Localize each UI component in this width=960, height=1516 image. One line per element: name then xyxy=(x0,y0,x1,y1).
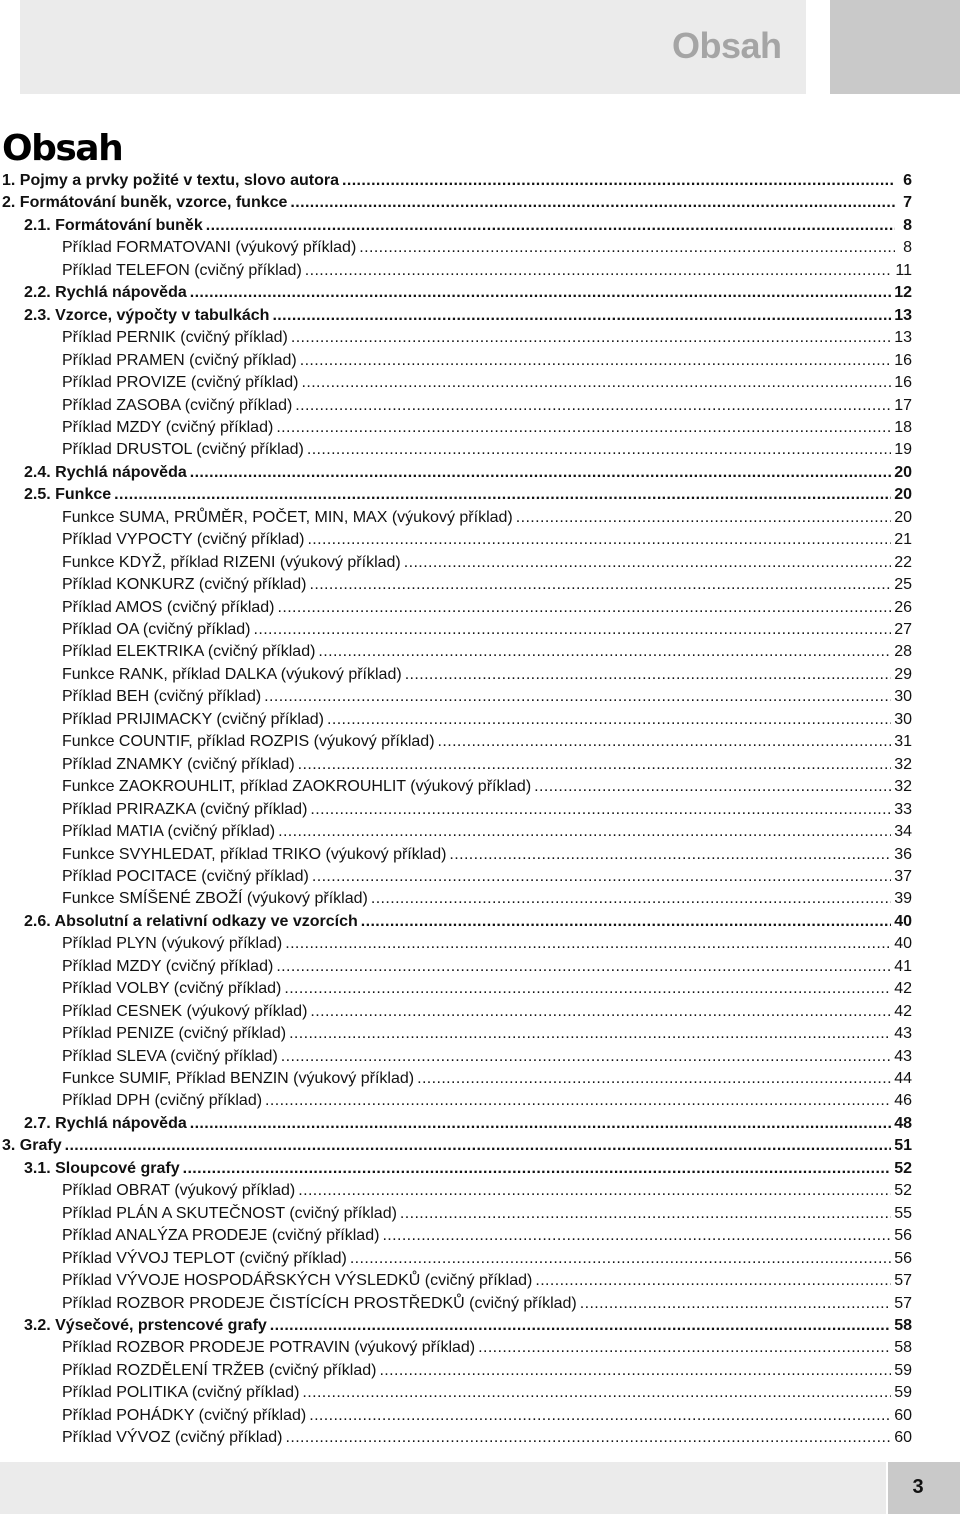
toc-entry[interactable] xyxy=(62,1360,912,1382)
toc-dot-leader xyxy=(114,484,891,506)
toc-entry-page: 6 xyxy=(903,172,912,189)
toc-dot-leader xyxy=(405,664,892,686)
toc-entry-page: 57 xyxy=(894,1294,912,1312)
toc-dot-leader xyxy=(478,1337,891,1359)
toc-dot-leader xyxy=(278,597,892,619)
footer-bar xyxy=(0,1462,886,1514)
toc-entry-page: 60 xyxy=(894,1406,912,1424)
toc-dot-leader xyxy=(307,439,891,461)
toc-entry[interactable] xyxy=(62,641,912,663)
toc-entry[interactable] xyxy=(62,237,912,259)
toc-entry-label: Funkce ZAOKROUHLIT, příklad ZAOKROUHLIT (výukový příklad) xyxy=(62,778,532,796)
toc-entry[interactable] xyxy=(62,260,912,282)
toc-entry-page: 43 xyxy=(894,1025,912,1043)
toc-dot-leader xyxy=(295,395,891,417)
toc-entry[interactable] xyxy=(62,664,912,686)
toc-entry[interactable] xyxy=(24,215,912,237)
toc-dot-leader xyxy=(289,1023,891,1045)
toc-entry[interactable] xyxy=(62,327,912,349)
toc-entry-label: Příklad TELEFON (cvičný příklad) xyxy=(62,261,302,279)
toc-dot-leader xyxy=(305,260,893,282)
toc-entry-page: 18 xyxy=(894,418,912,436)
toc-entry[interactable] xyxy=(62,1382,912,1404)
toc-entry-label: Příklad PENIZE (cvičný příklad) xyxy=(62,1025,287,1043)
toc-dot-leader xyxy=(438,731,892,753)
toc-dot-leader xyxy=(65,1135,892,1157)
toc-entry-page: 29 xyxy=(894,665,912,683)
toc-entry-page: 46 xyxy=(894,1092,912,1110)
toc-entry-page: 56 xyxy=(894,1249,912,1267)
toc-entry-page: 41 xyxy=(894,957,912,975)
toc-entry-label: 2.4. Rychlá nápověda xyxy=(24,463,187,481)
toc-entry[interactable] xyxy=(2,170,912,192)
toc-dot-leader xyxy=(190,462,891,484)
toc-entry[interactable] xyxy=(24,462,912,484)
toc-entry-label: Příklad MZDY (cvičný příklad) xyxy=(62,957,274,975)
toc-entry-label: Příklad MATIA (cvičný příklad) xyxy=(62,823,276,841)
toc-entry[interactable] xyxy=(24,1315,912,1337)
toc-entry[interactable] xyxy=(62,574,912,596)
toc-entry-page: 26 xyxy=(894,598,912,616)
toc-entry[interactable] xyxy=(2,192,912,214)
toc-entry-page: 20 xyxy=(894,486,912,504)
toc-dot-leader xyxy=(190,1113,891,1135)
toc-entry[interactable] xyxy=(62,552,912,574)
toc-entry-page: 30 xyxy=(894,710,912,728)
toc-entry-label: Příklad OA (cvičný příklad) xyxy=(62,621,251,638)
toc-entry-page: 43 xyxy=(894,1047,912,1065)
toc-entry-page: 13 xyxy=(894,306,912,324)
toc-entry[interactable] xyxy=(62,686,912,708)
toc-entry-label: Příklad SLEVA (cvičný příklad) xyxy=(62,1047,278,1065)
toc-entry[interactable] xyxy=(62,395,912,417)
toc-entry[interactable] xyxy=(24,484,912,506)
toc-entry[interactable] xyxy=(62,956,912,978)
toc-dot-leader xyxy=(298,1180,891,1202)
toc-entry[interactable] xyxy=(24,1158,912,1180)
toc-entry-label: Příklad PERNIK (cvičný příklad) xyxy=(62,329,288,347)
toc-entry-label: 2.2. Rychlá nápověda xyxy=(24,284,187,302)
toc-entry-page: 57 xyxy=(894,1272,912,1290)
toc-entry-label: Funkce KDYŽ, příklad RIZENI (výukový příklad) xyxy=(62,553,401,571)
toc-entry-page: 32 xyxy=(894,755,912,773)
toc-entry-label: Příklad FORMATOVANI (výukový příklad) xyxy=(62,239,357,257)
toc-dot-leader xyxy=(298,754,892,776)
toc-entry-label: 2.6. Absolutní a relativní odkazy ve vzorcích xyxy=(24,912,358,930)
toc-entry[interactable] xyxy=(62,417,912,439)
toc-entry[interactable] xyxy=(62,799,912,821)
toc-entry-page: 36 xyxy=(894,845,912,863)
toc-entry-label: 2.5. Funkce xyxy=(24,486,112,504)
toc-entry-label: Příklad MZDY (cvičný příklad) xyxy=(62,418,274,436)
toc-dot-leader xyxy=(284,978,891,1000)
toc-entry-page: 33 xyxy=(894,800,912,818)
toc-dot-leader xyxy=(312,866,891,888)
toc-entry-page: 51 xyxy=(894,1137,912,1155)
toc-entry-page: 20 xyxy=(894,463,912,481)
toc-entry[interactable] xyxy=(62,619,912,641)
toc-dot-leader xyxy=(264,686,891,708)
toc-entry-label: Příklad POCITACE (cvičný příklad) xyxy=(62,867,309,885)
toc-entry-label: Příklad VÝVOJ TEPLOT (cvičný příklad) xyxy=(62,1249,347,1267)
toc-entry-page: 56 xyxy=(894,1227,912,1245)
toc-entry-page: 11 xyxy=(895,261,912,279)
toc-entry-page: 27 xyxy=(894,621,912,638)
toc-dot-leader xyxy=(379,1360,891,1382)
toc-entry-label: Funkce SMÍŠENÉ ZBOŽÍ (výukový příklad) xyxy=(62,890,368,908)
toc-dot-leader xyxy=(449,844,891,866)
toc-entry-page: 59 xyxy=(894,1384,912,1402)
toc-dot-leader xyxy=(285,933,891,955)
toc-entry-label: Příklad PRIJIMACKY (cvičný příklad) xyxy=(62,710,324,728)
toc-entry-label: 2.3. Vzorce, výpočty v tabulkách xyxy=(24,306,270,324)
toc-entry-page: 19 xyxy=(894,441,912,459)
toc-entry[interactable] xyxy=(62,933,912,955)
toc-entry[interactable] xyxy=(62,888,912,910)
toc-dot-leader xyxy=(350,1248,891,1270)
toc-entry-page: 59 xyxy=(894,1361,912,1379)
toc-entry-label: Příklad PRIRAZKA (cvičný příklad) xyxy=(62,800,308,818)
toc-dot-leader xyxy=(310,574,892,596)
toc-entry-page: 30 xyxy=(894,688,912,706)
toc-entry-page: 52 xyxy=(894,1159,912,1177)
toc-entry-label: 3. Grafy xyxy=(2,1137,62,1155)
toc-entry-label: Funkce COUNTIF, příklad ROZPIS (výukový příklad) xyxy=(62,733,435,751)
toc-dot-leader xyxy=(302,1382,891,1404)
toc-entry[interactable] xyxy=(2,1135,912,1157)
toc-dot-leader xyxy=(281,1046,891,1068)
toc-dot-leader xyxy=(318,641,891,663)
toc-entry-page: 58 xyxy=(894,1339,912,1357)
toc-entry-page: 60 xyxy=(894,1429,912,1447)
toc-entry-label: Funkce RANK, příklad DALKA (výukový příklad) xyxy=(62,665,402,683)
toc-entry-page: 42 xyxy=(894,980,912,998)
toc-dot-leader xyxy=(361,911,891,933)
toc-dot-leader xyxy=(307,529,891,551)
toc-entry[interactable] xyxy=(62,1293,912,1315)
toc-entry-label: 1. Pojmy a prvky požité v textu, slovo autora xyxy=(2,172,339,189)
toc-entry-label: Příklad PLYN (výukový příklad) xyxy=(62,935,283,953)
toc-entry-label: Příklad VYPOCTY (cvičný příklad) xyxy=(62,531,305,549)
toc-entry-page: 55 xyxy=(894,1204,912,1222)
toc-entry[interactable] xyxy=(62,372,912,394)
toc-entry-label: Příklad PLÁN A SKUTEČNOST (cvičný příklad) xyxy=(62,1204,397,1222)
toc-entry-label: Příklad ZNAMKY (cvičný příklad) xyxy=(62,755,295,773)
toc-dot-leader xyxy=(290,192,895,214)
toc-entry[interactable] xyxy=(62,1046,912,1068)
toc-entry-page: 52 xyxy=(894,1182,912,1200)
toc-dot-leader xyxy=(265,1090,891,1112)
toc-dot-leader xyxy=(309,1405,891,1427)
toc-entry-page: 44 xyxy=(894,1070,912,1087)
toc-entry[interactable] xyxy=(62,1180,912,1202)
toc-entry-label: Příklad PRAMEN (cvičný příklad) xyxy=(62,351,297,369)
toc-entry-label: Příklad PROVIZE (cvičný příklad) xyxy=(62,374,299,392)
toc-entry-page: 16 xyxy=(894,351,912,369)
toc-entry-label: Funkce SUMA, PRŮMĚR, POČET, MIN, MAX (výukový příklad) xyxy=(62,508,513,526)
toc-dot-leader xyxy=(580,1293,891,1315)
toc-entry[interactable] xyxy=(24,282,912,304)
toc-entry-label: Příklad AMOS (cvičný příklad) xyxy=(62,598,275,616)
toc-entry-page: 12 xyxy=(894,284,912,302)
toc-entry-page: 34 xyxy=(894,823,912,841)
toc-entry[interactable] xyxy=(24,305,912,327)
toc-entry[interactable] xyxy=(62,1203,912,1225)
toc-entry[interactable] xyxy=(62,507,912,529)
toc-entry-label: Příklad POLITIKA (cvičný příklad) xyxy=(62,1384,300,1402)
toc-entry-label: Příklad ELEKTRIKA (cvičný příklad) xyxy=(62,643,316,661)
toc-dot-leader xyxy=(276,956,891,978)
toc-entry-label: Příklad KONKURZ (cvičný příklad) xyxy=(62,576,307,594)
toc-dot-leader xyxy=(291,327,891,349)
toc-dot-leader xyxy=(270,1315,891,1337)
toc-entry[interactable] xyxy=(62,709,912,731)
toc-dot-leader xyxy=(417,1068,891,1090)
toc-dot-leader xyxy=(400,1203,891,1225)
toc-dot-leader xyxy=(382,1225,891,1247)
toc-dot-leader xyxy=(342,170,895,192)
toc-entry[interactable] xyxy=(62,776,912,798)
toc-entry-label: Příklad BEH (cvičný příklad) xyxy=(62,688,262,706)
toc-entry[interactable] xyxy=(62,1270,912,1292)
page-title: Obsah xyxy=(2,128,123,169)
toc-entry[interactable] xyxy=(62,1225,912,1247)
toc-entry-label: Příklad ZASOBA (cvičný příklad) xyxy=(62,396,293,414)
toc-entry[interactable] xyxy=(24,1113,912,1135)
toc-entry-page: 25 xyxy=(894,576,912,594)
toc-entry-label: 2.7. Rychlá nápověda xyxy=(24,1114,187,1132)
toc-entry[interactable] xyxy=(62,1090,912,1112)
toc-dot-leader xyxy=(190,282,891,304)
toc-entry[interactable] xyxy=(62,731,912,753)
toc-entry[interactable] xyxy=(62,1427,912,1449)
toc-entry[interactable] xyxy=(62,821,912,843)
toc-entry-page: 17 xyxy=(894,396,912,414)
toc-entry-label: Příklad OBRAT (výukový příklad) xyxy=(62,1182,296,1200)
toc-dot-leader xyxy=(404,552,891,574)
toc-entry[interactable] xyxy=(62,1068,912,1090)
toc-entry-label: 2.1. Formátování buněk xyxy=(24,216,203,234)
toc-dot-leader xyxy=(516,507,891,529)
toc-dot-leader xyxy=(272,305,891,327)
toc-entry[interactable] xyxy=(62,866,912,888)
toc-entry-page: 20 xyxy=(894,508,912,526)
toc-entry-page: 13 xyxy=(894,329,912,347)
toc-entry-label: Příklad VÝVOZ (cvičný příklad) xyxy=(62,1429,283,1447)
toc-entry-label: Příklad ROZBOR PRODEJE POTRAVIN (výukový příklad) xyxy=(62,1339,476,1357)
toc-entry[interactable] xyxy=(62,1023,912,1045)
toc-entry[interactable] xyxy=(62,754,912,776)
toc-dot-leader xyxy=(327,709,891,731)
toc-dot-leader xyxy=(300,350,891,372)
toc-entry-label: Příklad DPH (cvičný příklad) xyxy=(62,1092,263,1110)
toc-entry-page: 48 xyxy=(894,1114,912,1132)
toc-entry-page: 40 xyxy=(894,912,912,930)
toc-entry[interactable] xyxy=(62,439,912,461)
toc-entry-page: 21 xyxy=(894,531,912,549)
toc-entry[interactable] xyxy=(62,1001,912,1023)
toc-dot-leader xyxy=(286,1427,892,1449)
toc-dot-leader xyxy=(183,1158,892,1180)
page-number: 3 xyxy=(912,1476,924,1498)
toc-entry-label: Příklad VOLBY (cvičný příklad) xyxy=(62,980,282,998)
toc-entry-label: Příklad POHÁDKY (cvičný příklad) xyxy=(62,1406,307,1424)
toc-dot-leader xyxy=(278,821,891,843)
toc-entry-label: Příklad ROZBOR PRODEJE ČISTÍCÍCH PROSTŘEDKŮ (cvičný příklad) xyxy=(62,1294,577,1312)
toc-dot-leader xyxy=(371,888,891,910)
toc-entry[interactable] xyxy=(62,978,912,1000)
toc-entry-page: 32 xyxy=(894,778,912,796)
toc-entry-label: Příklad ROZDĚLENÍ TRŽEB (cvičný příklad) xyxy=(62,1361,377,1379)
toc-entry-label: Příklad CESNEK (výukový příklad) xyxy=(62,1002,308,1020)
toc-dot-leader xyxy=(535,1270,891,1292)
header-title: Obsah xyxy=(672,25,782,66)
toc-entry-label: 2. Formátování buněk, vzorce, funkce xyxy=(2,194,288,212)
toc-entry[interactable] xyxy=(62,597,912,619)
toc-entry-page: 8 xyxy=(903,239,912,257)
toc-entry-page: 42 xyxy=(894,1002,912,1020)
toc-entry-label: 3.2. Výsečové, prstencové grafy xyxy=(24,1316,267,1334)
toc-entry[interactable] xyxy=(62,350,912,372)
toc-dot-leader xyxy=(534,776,891,798)
toc-entry[interactable] xyxy=(62,1337,912,1359)
toc-entry-page: 37 xyxy=(894,867,912,885)
toc-dot-leader xyxy=(359,237,895,259)
toc-entry[interactable] xyxy=(62,844,912,866)
toc-entry-label: Funkce SUMIF, Příklad BENZIN (výukový příklad) xyxy=(62,1070,415,1087)
toc-entry[interactable] xyxy=(24,911,912,933)
toc-dot-leader xyxy=(276,417,891,439)
toc-entry-page: 40 xyxy=(894,935,912,953)
toc-dot-leader xyxy=(302,372,892,394)
toc-entry-page: 7 xyxy=(903,194,912,212)
toc-entry-page: 28 xyxy=(894,643,912,661)
toc-entry-page: 22 xyxy=(894,553,912,571)
toc-entry[interactable] xyxy=(62,529,912,551)
toc-dot-leader xyxy=(254,619,892,641)
toc-entry[interactable] xyxy=(62,1248,912,1270)
toc-dot-leader xyxy=(206,215,895,237)
header-tab xyxy=(830,0,960,94)
toc-entry-page: 8 xyxy=(903,216,912,234)
toc-entry-label: 3.1. Sloupcové grafy xyxy=(24,1159,180,1177)
toc-dot-leader xyxy=(310,1001,891,1023)
toc-entry-label: Příklad ANALÝZA PRODEJE (cvičný příklad) xyxy=(62,1227,380,1245)
toc-entry-page: 58 xyxy=(894,1316,912,1334)
toc-entry[interactable] xyxy=(62,1405,912,1427)
toc-entry-page: 31 xyxy=(894,733,912,751)
toc-dot-leader xyxy=(310,799,891,821)
toc-entry-label: Funkce SVYHLEDAT, příklad TRIKO (výukový příklad) xyxy=(62,845,447,863)
toc-entry-label: Příklad DRUSTOL (cvičný příklad) xyxy=(62,441,304,459)
toc-entry-label: Příklad VÝVOJE HOSPODÁŘSKÝCH VÝSLEDKŮ (cvičný příklad) xyxy=(62,1272,533,1290)
toc-entry-page: 16 xyxy=(894,374,912,392)
toc-entry-page: 39 xyxy=(894,890,912,908)
